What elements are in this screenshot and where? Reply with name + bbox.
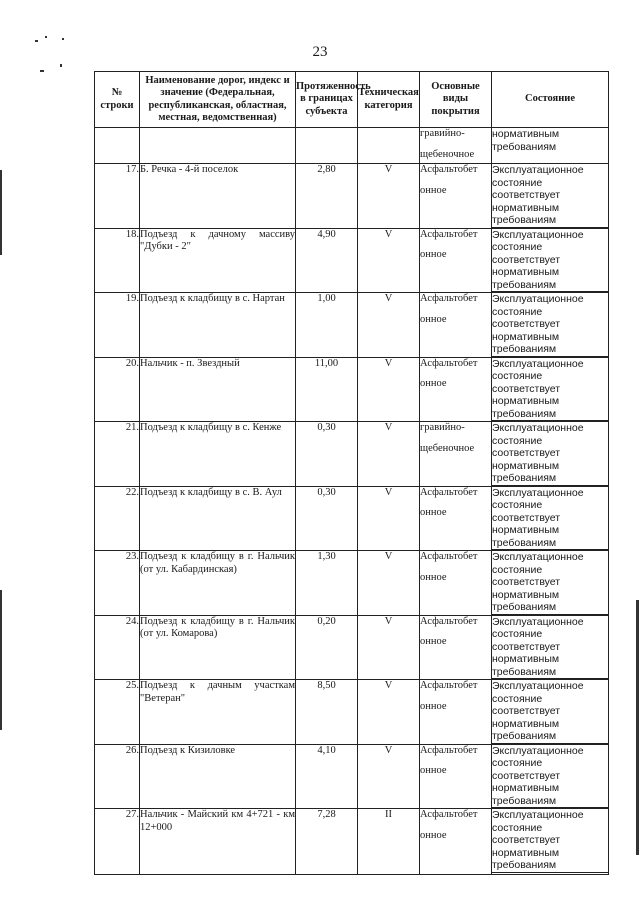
cell-number: 25. (95, 680, 140, 745)
cell-length: 4,90 (296, 228, 358, 293)
state-line: требованиям (492, 408, 608, 422)
state-line: состояние (492, 434, 543, 447)
state-line: Эксплуатационное (492, 744, 584, 757)
state-line: состояние (492, 176, 543, 189)
cell-state (492, 486, 609, 551)
scan-edge-line (0, 590, 2, 730)
surface-line-1: Асфальтобет (420, 615, 478, 627)
state-line: состояние (492, 563, 543, 576)
state-line: Эксплуатационное (492, 422, 584, 434)
cell-road-name: Подъезд к кладбищу в с. Кенже (140, 422, 296, 487)
surface-line-2: онное (420, 313, 447, 325)
cell-surface (420, 164, 492, 229)
cell-state (492, 228, 609, 293)
table-row (95, 228, 609, 293)
state-line: состояние (492, 628, 543, 640)
cell-number: 18. (95, 228, 140, 293)
surface-line-2: онное (420, 184, 447, 196)
state-line: состояние (492, 241, 543, 253)
state-line: соответствует (492, 511, 561, 524)
state-line: состояние (492, 305, 543, 318)
cell-number: 27. (95, 809, 140, 875)
cell-road-name (140, 128, 296, 164)
state-line: Эксплуатационное (492, 293, 584, 305)
surface-line-2: онное (420, 571, 447, 583)
state-line: нормативным (492, 782, 560, 794)
state-line: требованиям (492, 666, 608, 680)
state-line: нормативным (492, 330, 560, 343)
state-line: состояние (492, 499, 543, 511)
cell-number: 17. (95, 164, 140, 229)
cell-surface (420, 615, 492, 680)
cell-road-name: Подъезд к кладбищу в с. Нартан (140, 293, 296, 358)
surface-line-2: онное (420, 765, 447, 776)
state-line: состояние (492, 370, 543, 382)
cell-number: 24. (95, 615, 140, 680)
cell-number: 26. (95, 744, 140, 809)
cell-surface (420, 551, 492, 616)
state-line: состояние (492, 821, 543, 834)
state-line: соответствует (492, 382, 561, 395)
state-line: соответствует (492, 834, 561, 846)
state-line: соответствует (492, 705, 561, 717)
cell-surface (420, 744, 492, 809)
state-line: Эксплуатационное (492, 551, 584, 563)
cell-length: 0,30 (296, 422, 358, 487)
cell-category (358, 128, 420, 164)
cell-category: V (358, 615, 420, 680)
surface-line-1: Асфальтобет (420, 293, 478, 304)
cell-number: 19. (95, 293, 140, 358)
cell-state (492, 128, 609, 164)
cell-length: 8,50 (296, 680, 358, 745)
state-line: соответствует (492, 640, 561, 653)
table-header-row (95, 72, 609, 128)
cell-state (492, 809, 609, 875)
state-line: требованиям (492, 472, 608, 486)
surface-line-1: гравийно- (420, 128, 465, 139)
state-line: состояние (492, 692, 543, 705)
state-line: Эксплуатационное (492, 357, 584, 370)
cell-length: 7,28 (296, 809, 358, 875)
state-line: требованиям (492, 140, 557, 153)
state-line: нормативным (492, 653, 560, 665)
state-line: соответствует (492, 189, 561, 201)
state-line: Эксплуатационное (492, 615, 584, 628)
cell-state (492, 164, 609, 229)
cell-state (492, 615, 609, 680)
table-row (95, 486, 609, 551)
state-line: требованиям (492, 795, 608, 809)
state-line: нормативным (492, 524, 560, 536)
cell-number (95, 128, 140, 164)
table-row (95, 357, 609, 422)
cell-number: 20. (95, 357, 140, 422)
cell-road-name: Б. Речка - 4-й поселок (140, 164, 296, 229)
surface-line-2: онное (420, 507, 447, 518)
surface-line-1: Асфальтобет (420, 809, 478, 820)
cell-category: V (358, 744, 420, 809)
cell-surface (420, 228, 492, 293)
cell-road-name: Подъезд к Кизиловке (140, 744, 296, 809)
cell-surface (420, 809, 492, 875)
surface-line-1: Асфальтобет (420, 357, 478, 369)
state-line: нормативным (492, 717, 560, 730)
cell-road-name: Подъезд к кладбищу в г. Нальчик (от ул. Комарова) (140, 615, 296, 680)
state-line: нормативным (492, 201, 560, 214)
table-row (95, 615, 609, 680)
state-line: нормативным (492, 588, 560, 601)
cell-length: 0,20 (296, 615, 358, 680)
state-line: требованиям (492, 343, 608, 357)
cell-category: V (358, 228, 420, 293)
state-line: соответствует (492, 447, 561, 459)
header-surface: Основные виды покрытия (420, 72, 492, 128)
cell-length: 1,30 (296, 551, 358, 616)
cell-length: 1,00 (296, 293, 358, 358)
table-row (95, 744, 609, 809)
scan-speck (40, 70, 44, 72)
cell-state (492, 551, 609, 616)
state-line: соответствует (492, 318, 561, 330)
roads-table (94, 71, 609, 875)
state-line: состояние (492, 757, 543, 769)
cell-road-name: Нальчик - Майский км 4+721 - км 12+000 (140, 809, 296, 875)
table-row-continuation (95, 128, 609, 164)
state-line: Эксплуатационное (492, 486, 584, 499)
state-line: соответствует (492, 769, 561, 782)
cell-number: 21. (95, 422, 140, 487)
cell-length: 2,80 (296, 164, 358, 229)
scan-edge-line (0, 170, 2, 255)
scan-speck (62, 38, 64, 40)
scan-speck (45, 36, 47, 38)
state-line: Эксплуатационное (492, 228, 584, 241)
surface-line-1: Асфальтобет (420, 228, 478, 240)
surface-line-1: гравийно- (420, 422, 465, 433)
cell-road-name: Подъезд к дачному массиву "Дубки - 2" (140, 228, 296, 293)
cell-surface (420, 422, 492, 487)
cell-category: V (358, 422, 420, 487)
cell-category: V (358, 293, 420, 358)
cell-category: V (358, 357, 420, 422)
cell-state (492, 744, 609, 809)
cell-road-name: Подъезд к кладбищу в с. В. Аул (140, 486, 296, 551)
cell-road-name: Нальчик - п. Звездный (140, 357, 296, 422)
state-line: требованиям (492, 537, 608, 551)
cell-state (492, 422, 609, 487)
scan-speck (60, 64, 62, 67)
surface-line-2: онное (420, 378, 447, 389)
surface-line-2: щебеночное (420, 148, 475, 160)
state-line: требованиям (492, 730, 608, 744)
cell-category: V (358, 680, 420, 745)
state-line: нормативным (492, 459, 560, 472)
surface-line-2: онное (420, 636, 447, 647)
cell-state (492, 357, 609, 422)
table-row (95, 551, 609, 616)
cell-state (492, 680, 609, 745)
table-row (95, 293, 609, 358)
state-line: нормативным (492, 128, 560, 140)
surface-line-2: онное (420, 700, 447, 712)
surface-line-1: Асфальтобет (420, 744, 478, 756)
header-category: Техническая категория (358, 72, 420, 128)
cell-length: 0,30 (296, 486, 358, 551)
surface-line-1: Асфальтобет (420, 680, 478, 691)
cell-category: V (358, 551, 420, 616)
cell-surface (420, 680, 492, 745)
cell-category: V (358, 164, 420, 229)
cell-category: II (358, 809, 420, 875)
cell-length: 11,00 (296, 357, 358, 422)
state-line: соответствует (492, 576, 561, 588)
header-length: Протяженность в границах субъекта (296, 72, 358, 128)
state-line: требованиям (492, 859, 608, 873)
cell-number: 23. (95, 551, 140, 616)
state-line: нормативным (492, 846, 560, 859)
state-line: Эксплуатационное (492, 809, 584, 821)
header-state: Состояние (492, 72, 609, 128)
cell-number: 22. (95, 486, 140, 551)
cell-state (492, 293, 609, 358)
state-line: требованиям (492, 601, 608, 615)
scan-speck (35, 40, 38, 42)
page-number: 23 (312, 44, 328, 60)
cell-surface (420, 293, 492, 358)
header-row-number: № строки (95, 72, 140, 128)
table-row (95, 164, 609, 229)
surface-line-2: онное (420, 829, 447, 841)
surface-line-1: Асфальтобет (420, 551, 478, 562)
surface-line-1: Асфальтобет (420, 164, 478, 175)
cell-road-name: Подъезд к дачным участкам "Ветеран" (140, 680, 296, 745)
cell-surface (420, 486, 492, 551)
surface-line-1: Асфальтобет (420, 486, 478, 498)
header-road-name: Наименование дорог, индекс и значение (Федеральная, республиканская, областная, местная, ведомственная) (140, 72, 296, 128)
state-line: нормативным (492, 395, 560, 407)
table-row (95, 422, 609, 487)
cell-length (296, 128, 358, 164)
table-row (95, 680, 609, 745)
state-line: нормативным (492, 266, 560, 278)
cell-length: 4,10 (296, 744, 358, 809)
cell-surface (420, 128, 492, 164)
state-line: соответствует (492, 253, 561, 266)
cell-surface (420, 357, 492, 422)
cell-road-name: Подъезд к кладбищу в г. Нальчик (от ул. Кабардинская) (140, 551, 296, 616)
state-line: Эксплуатационное (492, 680, 584, 692)
table-row (95, 809, 609, 875)
scan-edge-line (636, 600, 639, 855)
surface-line-2: онное (420, 249, 447, 260)
cell-category: V (358, 486, 420, 551)
state-line: Эксплуатационное (492, 164, 584, 176)
state-line: требованиям (492, 214, 608, 228)
state-line: требованиям (492, 279, 608, 293)
surface-line-2: щебеночное (420, 442, 475, 454)
